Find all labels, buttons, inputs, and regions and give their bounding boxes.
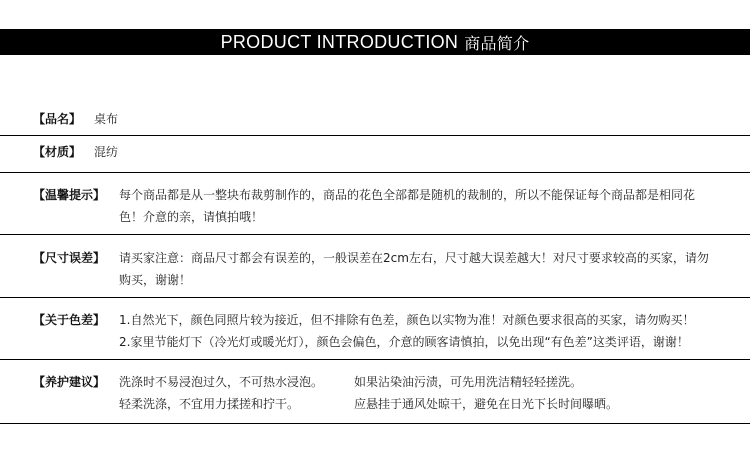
care-left-line-2: 轻柔洗涤，不宜用力揉搓和拧干。 [119,397,300,411]
divider [0,359,750,360]
divider [0,172,750,173]
header-title-en: PRODUCT INTRODUCTION [220,31,459,52]
label-product-name: 【品名】 [33,112,82,126]
value-color-difference [119,309,709,353]
value-product-name: 桌布 [94,112,119,126]
header-title-cn: 商品简介 [464,33,530,53]
value-tips [119,184,709,228]
size-error-line-1: 请买家注意：商品尺寸都会有误差的，一般误差在2cm左右，尺寸越大误差越大！对尺寸要求较高的买家，请勿 [119,251,709,265]
value-material: 混纺 [94,145,119,159]
label-care: 【养护建议】 [33,375,106,389]
care-left-line-1: 洗涤时不易浸泡过久，不可热水浸泡。 [119,375,324,389]
color-diff-line-2: 2.家里节能灯下（冷光灯或暖光灯），颜色会偏色，介意的顾客请慎拍，以免出现“有色差”这类评语，谢谢！ [119,335,689,349]
divider [0,297,750,298]
label-material: 【材质】 [33,145,82,159]
divider [0,423,750,424]
value-size-error [119,247,709,291]
care-right-line-1: 如果沾染油污渍，可先用洗洁精轻轻搓洗。 [354,375,583,389]
divider [0,135,750,136]
tips-line-1: 每个商品都是从一整块布裁剪制作的，商品的花色全部都是随机的裁制的，所以不能保证每个商品都是相同花 [119,188,696,202]
label-tips: 【温馨提示】 [33,188,106,202]
tips-line-2: 色！介意的亲，请慎拍哦！ [119,210,264,224]
label-size-error: 【尺寸误差】 [33,251,106,265]
care-right-line-2: 应悬挂于通风处晾干，避免在日光下长时间曝晒。 [354,397,619,411]
color-diff-line-1: 1.自然光下，颜色同照片较为接近，但不排除有色差，颜色以实物为准！对颜色要求很高的买家，请勿购买！ [119,313,695,327]
label-color-difference: 【关于色差】 [33,313,106,327]
care-left-column [119,371,323,415]
divider [0,234,750,235]
size-error-line-2: 购买，谢谢！ [119,273,192,287]
care-right-column [354,371,618,415]
section-header [0,29,750,55]
